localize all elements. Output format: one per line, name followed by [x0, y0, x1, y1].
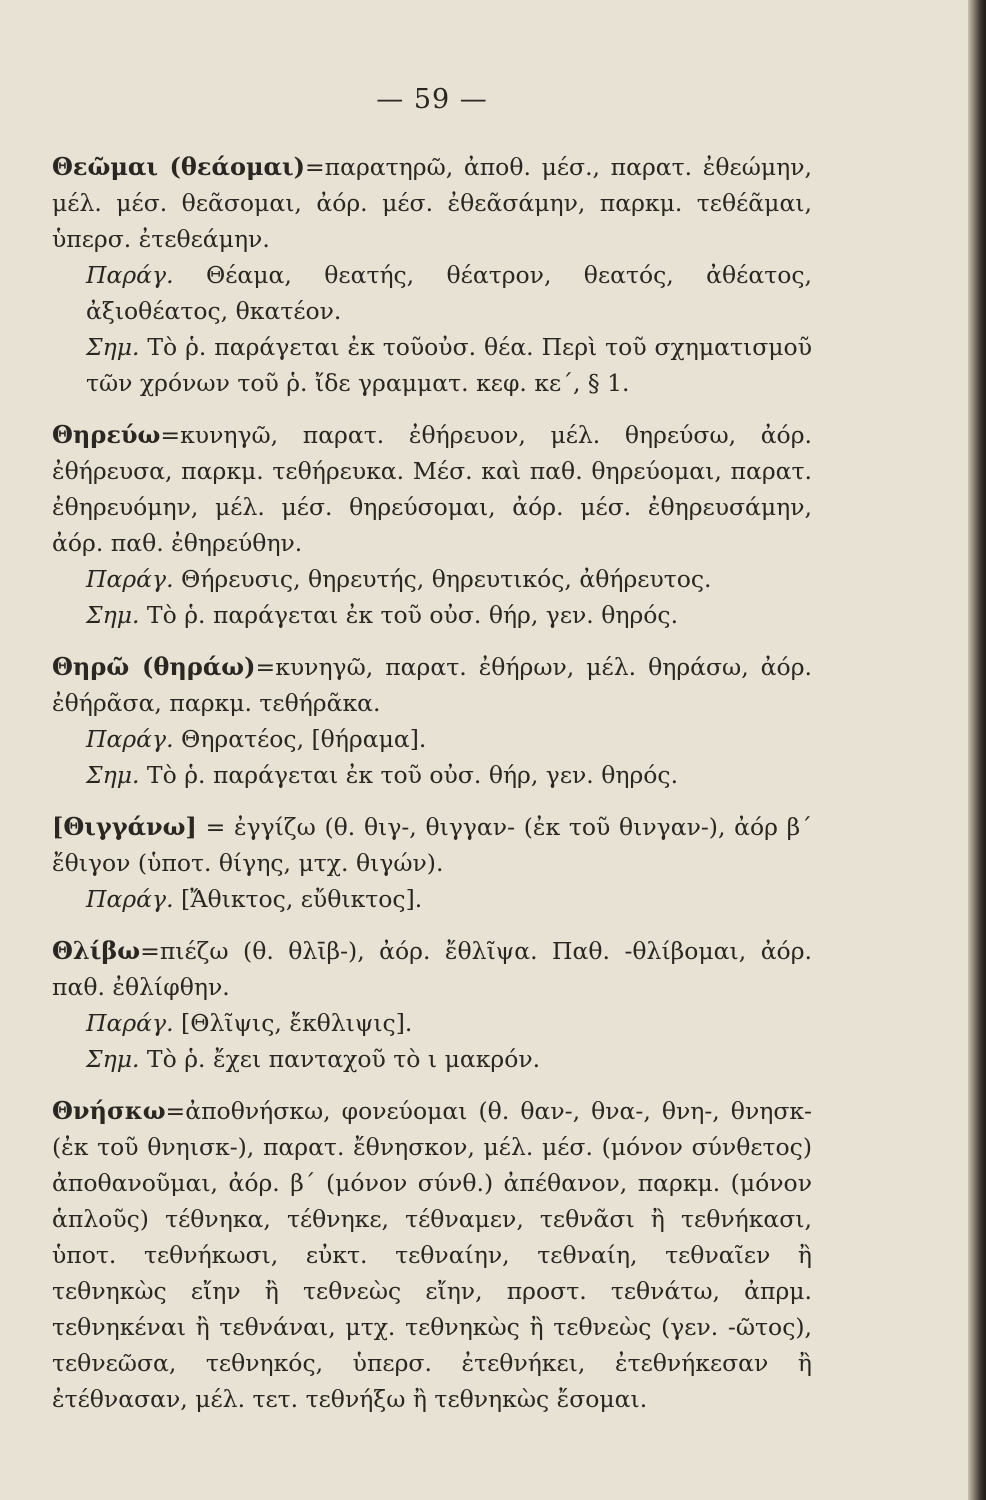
note	[52, 1041, 812, 1077]
entry-main	[52, 649, 812, 721]
parag-text: [Ἄθικτος, εὔθικτος].	[173, 885, 423, 913]
entry-thiggano	[52, 809, 812, 917]
definition: =παρατηρῶ, ἀποθ. μέσ., παρατ. ἐθεώμην, μέλ. μέσ. θεᾶσομαι, ἀόρ. μέσ. ἐθεᾶσάμην, παρκμ. τεθέᾶμαι, ὑπερσ. ἐτεθεάμην.	[52, 153, 813, 253]
scan-page-edge	[968, 0, 986, 1500]
dictionary-page	[52, 84, 812, 1433]
entry-main	[52, 1093, 812, 1417]
entry-main	[52, 149, 812, 257]
headword: Θλίβω	[52, 936, 141, 965]
headword: Θηρῶ (θηράω)	[52, 652, 256, 681]
note	[52, 329, 812, 401]
sim-label: Σημ.	[86, 1045, 140, 1073]
derivatives	[52, 1005, 812, 1041]
parag-text: Θήρευσις, θηρευτής, θηρευτικός, ἀθήρευτος.	[173, 565, 712, 593]
headword: Θνήσκω	[52, 1096, 166, 1125]
entry-thero	[52, 649, 812, 793]
entry-main	[52, 417, 812, 561]
derivatives	[52, 257, 812, 329]
sim-text: Τὸ ῥ. παράγεται ἐκ τοῦοὐσ. θέα. Περὶ τοῦ σχηματισμοῦ τῶν χρόνων τοῦ ῥ. ἴδε γραμματ. κεφ. κε΄, § 1.	[86, 333, 812, 397]
derivatives	[52, 561, 812, 597]
note	[52, 597, 812, 633]
definition: =πιέζω (θ. θλῑβ-), ἀόρ. ἔθλῖψα. Παθ. -θλίβομαι, ἀόρ. παθ. ἐθλίφθην.	[52, 937, 812, 1001]
sim-label: Σημ.	[86, 761, 140, 789]
sim-label: Σημ.	[86, 601, 140, 629]
definition: =κυνηγῶ, παρατ. ἐθήρων, μέλ. θηράσω, ἀόρ. ἐθήρᾶσα, παρκμ. τεθήρᾶκα.	[52, 653, 812, 717]
derivatives	[52, 721, 812, 757]
entry-main	[52, 933, 812, 1005]
sim-text: Τὸ ῥ. παράγεται ἐκ τοῦ οὐσ. θήρ, γεν. θηρός.	[139, 761, 679, 789]
definition: = ἐγγίζω (θ. θιγ-, θιγγαν- (ἐκ τοῦ θινγαν-), ἀόρ β΄ ἔθιγον (ὑποτ. θίγης, μτχ. θιγών).	[52, 813, 812, 877]
entry-thnesko	[52, 1093, 812, 1417]
sim-text: Τὸ ῥ. ἔχει πανταχοῦ τὸ ι μακρόν.	[139, 1045, 541, 1073]
entry-thereuo	[52, 417, 812, 633]
note	[52, 757, 812, 793]
headword: Θεῶμαι (θεάομαι)	[52, 152, 305, 181]
parag-label: Παράγ.	[86, 261, 174, 289]
parag-text: [Θλῖψις, ἔκθλιψις].	[173, 1009, 413, 1037]
parag-text: Θηρατέος, [θήραμα].	[173, 725, 427, 753]
headword: Θηρεύω	[52, 420, 161, 449]
entry-theomai	[52, 149, 812, 401]
headword: [Θιγγάνω]	[52, 812, 197, 841]
entry-main	[52, 809, 812, 881]
parag-label: Παράγ.	[86, 1009, 174, 1037]
parag-label: Παράγ.	[86, 565, 174, 593]
parag-text: Θέαμα, θεατής, θέατρον, θεατός, ἀθέατος, ἀξιοθέατος, θκατέον.	[86, 261, 812, 325]
definition: =ἀποθνήσκω, φονεύομαι (θ. θαν-, θνα-, θνη-, θνησκ- (ἐκ τοῦ θνηισκ-), παρατ. ἔθνησκον, μέλ. μέσ. (μόνον σύνθετος) ἀποθανοῦμαι, ἀόρ. β΄ (μόνον σύνθ.) ἀπέθανον, παρκμ. (μόνον ἁπλοῦς) τέθνηκα, τέθνηκε, τέθναμεν, τεθνᾶσι ἢ τεθνήκασι, ὑποτ. τεθνήκωσι, εὐκτ. τεθναίην, τεθναίη, τεθναῖεν ἢ τεθνηκὼς εἴην ἢ τεθνεὼς εἴην, προστ. τεθνάτω, ἀπρμ. τεθνηκέναι ἢ τεθνάναι, μτχ. τεθνηκὼς ἢ τεθνεὼς (γεν. -ῶτος), τεθνεῶσα, τεθνηκός, ὑπερσ. ἐτεθνήκει, ἐτεθνήκεσαν ἢ ἐτέθνασαν, μέλ. τετ. τεθνήξω ἢ τεθνηκὼς ἔσομαι.	[52, 1097, 812, 1413]
definition: =κυνηγῶ, παρατ. ἐθήρευον, μέλ. θηρεύσω, ἀόρ. ἐθήρευσα, παρκμ. τεθήρευκα. Μέσ. καὶ παθ. θηρεύομαι, παρατ. ἐθηρευόμην, μέλ. μέσ. θηρεύσομαι, ἀόρ. μέσ. ἐθηρευσάμην, ἀόρ. παθ. ἐθηρεύθην.	[52, 421, 812, 557]
entry-thlibo	[52, 933, 812, 1077]
sim-label: Σημ.	[86, 333, 140, 361]
derivatives	[52, 881, 812, 917]
sim-text: Τὸ ῥ. παράγεται ἐκ τοῦ οὐσ. θήρ, γεν. θηρός.	[139, 601, 679, 629]
parag-label: Παράγ.	[86, 725, 174, 753]
page-number: — 59 —	[376, 84, 488, 115]
parag-label: Παράγ.	[86, 885, 174, 913]
